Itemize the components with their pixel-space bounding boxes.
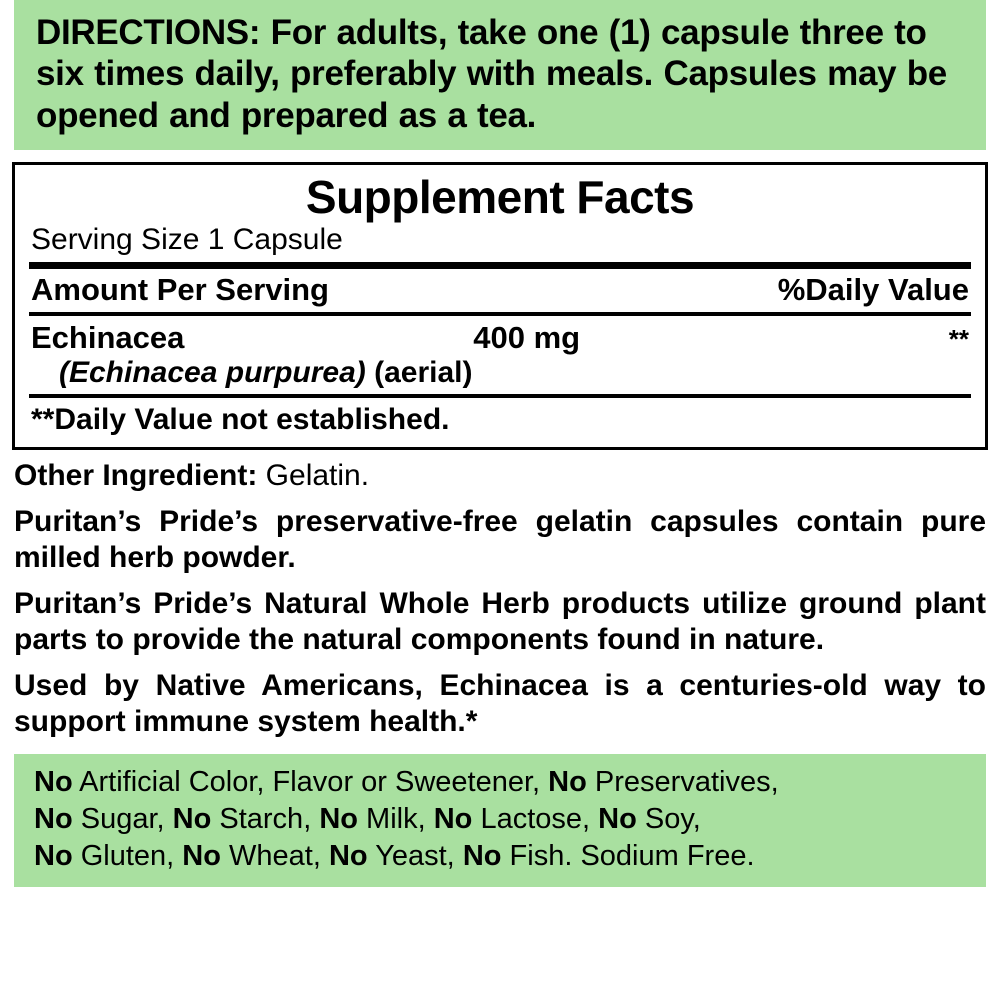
no-label-6: No	[433, 802, 473, 835]
capsule-description-text: Puritan’s Pride’s preservative-free gelatin capsules contain pure milled herb powder.	[14, 504, 986, 574]
divider-thick-top	[29, 262, 971, 269]
whole-herb-text: Puritan’s Pride’s Natural Whole Herb products utilize ground plant parts to provide the natural components found in nature.	[14, 586, 986, 656]
no-label-10: No	[328, 839, 368, 872]
other-ingredient-paragraph	[14, 458, 986, 494]
serving-size: Serving Size 1 Capsule	[31, 223, 343, 257]
free-of-item-lactose: Lactose,	[480, 802, 591, 835]
ingredient-daily-value: **	[948, 323, 969, 354]
directions-panel	[14, 0, 986, 150]
ingredient-latin-name: (Echinacea purpurea)	[59, 355, 366, 389]
free-of-line-1	[34, 764, 966, 801]
free-of-item-fish: Fish. Sodium Free.	[509, 839, 755, 872]
directions-heading: DIRECTIONS:	[36, 13, 261, 52]
no-label-1: No	[34, 765, 73, 798]
no-label-11: No	[462, 839, 502, 872]
ingredient-line-secondary	[31, 356, 969, 390]
free-of-item-soy: Soy,	[644, 802, 701, 835]
column-header-daily-value: %Daily Value	[777, 271, 969, 307]
no-label-9: No	[182, 839, 221, 872]
ingredient-amount: 400 mg	[473, 319, 581, 355]
no-label-3: No	[34, 802, 73, 835]
ingredient-line-primary	[31, 320, 969, 356]
history-paragraph	[14, 668, 986, 740]
daily-value-footnote: **Daily Value not established.	[31, 402, 450, 436]
no-label-7: No	[598, 802, 637, 835]
free-of-item-sugar: Sugar,	[80, 802, 165, 835]
free-of-items-1: Artificial Color, Flavor or Sweetener,	[79, 765, 541, 798]
other-ingredient-value: Gelatin.	[257, 458, 370, 492]
capsule-description-paragraph	[14, 504, 986, 576]
history-text: Used by Native Americans, Echinacea is a centuries-old way to support immune system health.*	[14, 668, 986, 738]
whole-herb-paragraph	[14, 586, 986, 658]
directions-body: For adults, take one (1) capsule three to six times daily, preferably with meals. Capsules may be opened and prepared as a tea.	[36, 13, 947, 135]
free-of-item-yeast: Yeast,	[375, 839, 455, 872]
other-ingredient-label: Other Ingredient:	[14, 458, 258, 492]
no-label-2: No	[548, 765, 587, 798]
ingredient-row	[29, 316, 971, 394]
free-of-line-2	[34, 801, 966, 838]
supplement-facts-box	[12, 162, 988, 450]
free-of-item-gluten: Gluten,	[80, 839, 175, 872]
ingredient-plant-part: (aerial)	[365, 355, 473, 389]
supplement-facts-title: Supplement Facts	[305, 170, 695, 223]
free-of-item-milk: Milk,	[366, 802, 426, 835]
free-of-item-starch: Starch,	[219, 802, 312, 835]
body-copy	[14, 458, 986, 740]
supplement-facts-header-row	[29, 269, 971, 312]
no-label-5: No	[319, 802, 358, 835]
directions-text	[36, 12, 964, 136]
column-header-amount: Amount Per Serving	[31, 271, 329, 307]
free-of-items-2: Preservatives,	[594, 765, 779, 798]
ingredient-name: Echinacea	[31, 319, 185, 355]
no-label-8: No	[34, 839, 73, 872]
free-of-panel	[14, 754, 986, 887]
free-of-item-wheat: Wheat,	[229, 839, 321, 872]
free-of-line-3	[34, 838, 966, 875]
no-label-4: No	[172, 802, 212, 835]
